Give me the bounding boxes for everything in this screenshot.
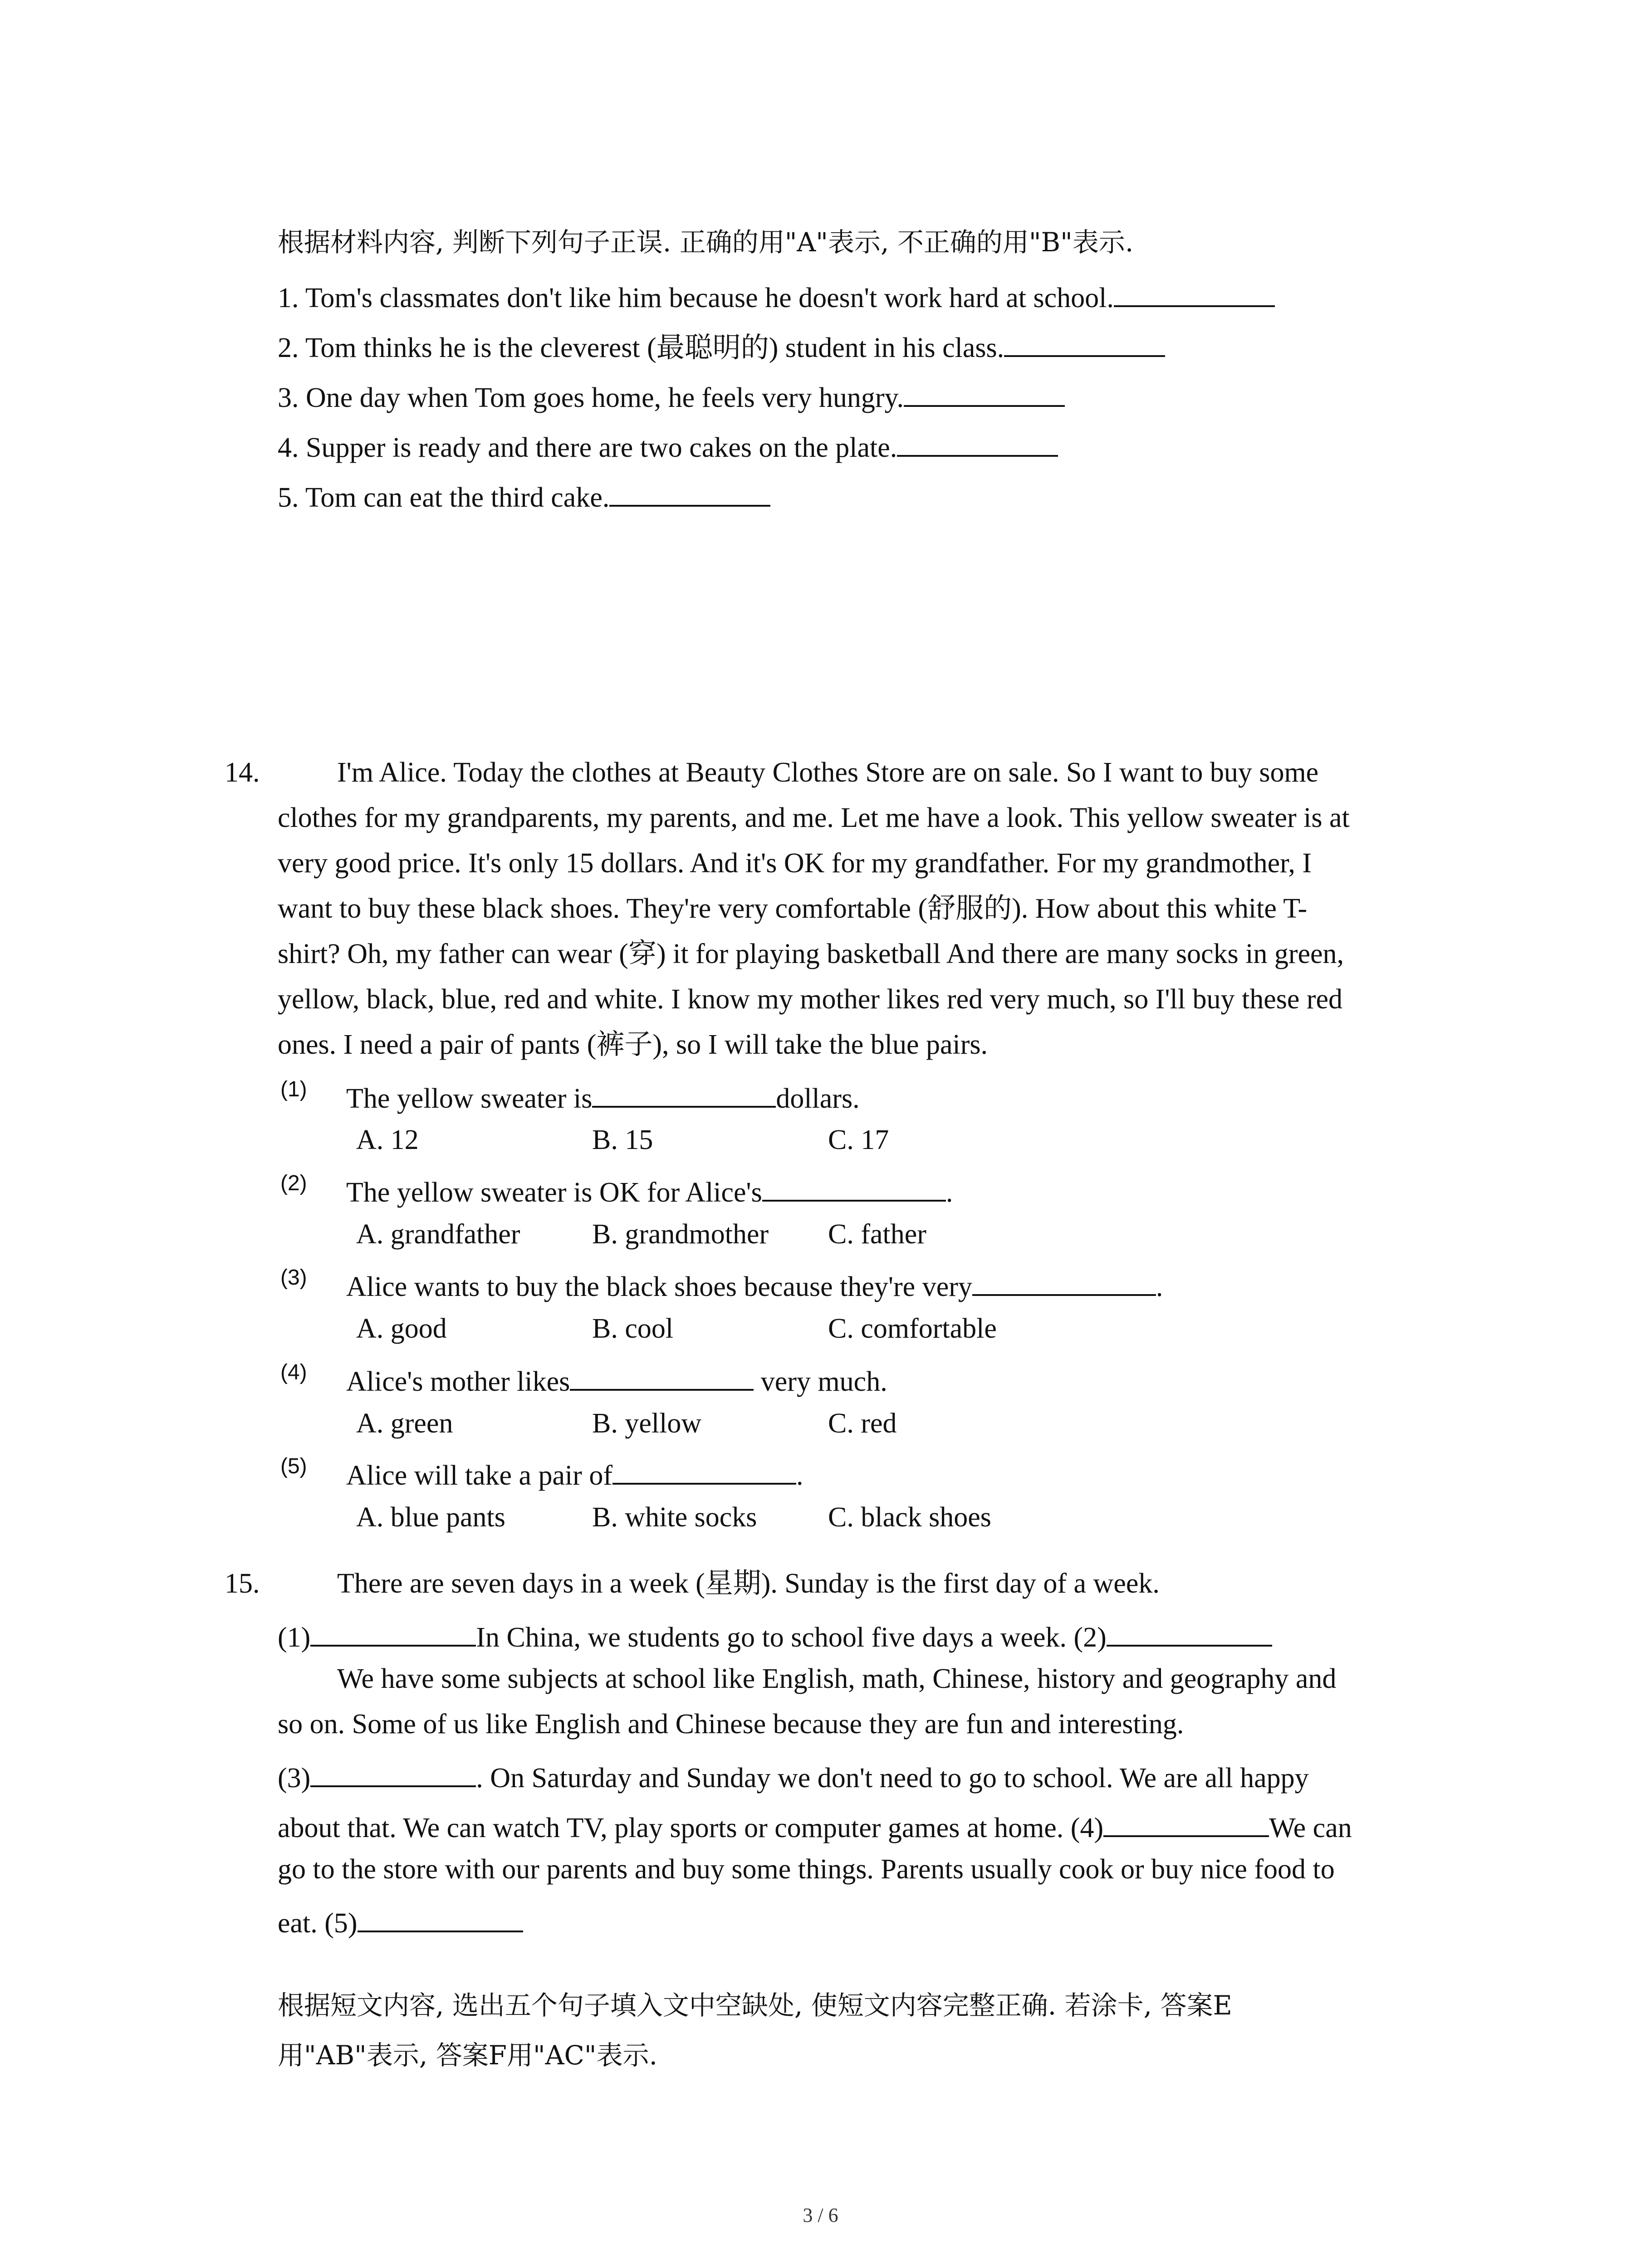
passage-line: I'm Alice. Today the clothes at Beauty Clothes Store are on sale. So I want to buy some <box>337 757 1319 788</box>
statement-2 <box>278 330 1165 362</box>
statement-3 <box>278 380 1065 412</box>
option-a[interactable]: A. blue pants <box>356 1502 505 1533</box>
answer-blank-4[interactable] <box>1103 1810 1269 1837</box>
passage-line: want to buy these black shoes. They're very comfortable (舒服的). How about this white T- <box>278 893 1308 924</box>
statement-text: 4. Supper is ready and there are two cakes on the plate. <box>278 432 897 463</box>
subquestion-text: The yellow sweater is <box>346 1083 593 1114</box>
subquestion-text: Alice wants to buy the black shoes because they're very <box>346 1271 972 1302</box>
statement-text: 1. Tom's classmates don't like him because he doesn't work hard at school. <box>278 283 1114 313</box>
option-b[interactable]: B. white socks <box>592 1502 757 1533</box>
blank-label: (3) <box>278 1763 311 1794</box>
subquestion-text: Alice will take a pair of <box>346 1460 613 1491</box>
subquestion-text: The yellow sweater is OK for Alice's <box>346 1177 762 1208</box>
answer-blank-1[interactable] <box>310 1619 476 1647</box>
option-b[interactable]: B. yellow <box>592 1408 702 1439</box>
passage-text: We can <box>1269 1813 1352 1843</box>
answer-blank-2[interactable] <box>1107 1619 1272 1647</box>
passage-text: . On Saturday and Sunday we don't need to go to school. We are all happy <box>476 1763 1309 1794</box>
option-c[interactable]: C. 17 <box>828 1124 889 1155</box>
answer-blank[interactable] <box>609 479 770 507</box>
subquestion-3 <box>346 1269 1163 1301</box>
question-number-15: 15. <box>225 1568 260 1599</box>
answer-blank[interactable] <box>972 1269 1156 1296</box>
statement-text: 5. Tom can eat the third cake. <box>278 482 610 513</box>
subquestion-tail: dollars. <box>776 1083 860 1114</box>
statement-5 <box>278 479 770 512</box>
page-number: 3 / 6 <box>803 2204 838 2226</box>
passage-line: very good price. It's only 15 dollars. And it's OK for my grandfather. For my grandmother, I <box>278 848 1312 879</box>
passage-line: ones. I need a pair of pants (裤子), so I will take the blue pairs. <box>278 1029 988 1060</box>
option-c[interactable]: C. black shoes <box>828 1502 991 1533</box>
subquestion-tail: very much. <box>754 1366 887 1397</box>
statement-4 <box>278 430 1058 462</box>
option-c[interactable]: C. red <box>828 1408 897 1439</box>
answer-blank[interactable] <box>570 1364 754 1391</box>
statement-text: 2. Tom thinks he is the cleverest (最聪明的) student in his class. <box>278 332 1004 363</box>
question-number-14: 14. <box>225 757 260 788</box>
answer-blank[interactable] <box>904 380 1065 407</box>
answer-blank[interactable] <box>592 1080 776 1108</box>
subquestion-tail: . <box>796 1460 803 1491</box>
passage-line: There are seven days in a week (星期). Sunday is the first day of a week. <box>337 1568 1160 1599</box>
answer-blank[interactable] <box>612 1457 796 1485</box>
passage-text: In China, we students go to school five days a week. (2) <box>476 1622 1107 1653</box>
section13-instruction: 根据材料内容, 判断下列句子正误. 正确的用"A"表示, 不正确的用"B"表示. <box>278 227 1134 258</box>
answer-blank-5[interactable] <box>358 1905 523 1932</box>
subquestion-4 <box>346 1364 887 1396</box>
q15-instruction-line2: 用"AB"表示, 答案F用"AC"表示. <box>278 2040 658 2071</box>
q15-instruction-line1: 根据短文内容, 选出五个句子填入文中空缺处, 使短文内容完整正确. 若涂卡, 答案E <box>278 1990 1232 2021</box>
option-b[interactable]: B. cool <box>592 1313 674 1344</box>
subquestion-tail: . <box>945 1177 953 1208</box>
option-c[interactable]: C. comfortable <box>828 1313 997 1344</box>
subquestion-text: Alice's mother likes <box>346 1366 570 1397</box>
passage-text: about that. We can watch TV, play sports or computer games at home. (4) <box>278 1813 1104 1843</box>
subquestion-number: (2) <box>280 1171 307 1195</box>
passage-line: clothes for my grandparents, my parents, and me. Let me have a look. This yellow sweater is at <box>278 802 1350 833</box>
blank-label: (1) <box>278 1622 311 1653</box>
option-b[interactable]: B. grandmother <box>592 1219 769 1250</box>
passage-line: so on. Some of us like English and Chinese because they are fun and interesting. <box>278 1709 1184 1740</box>
subquestion-number: (5) <box>280 1454 307 1478</box>
option-a[interactable]: A. 12 <box>356 1124 419 1155</box>
subquestion-tail: . <box>1156 1271 1163 1302</box>
answer-blank[interactable] <box>1114 280 1275 307</box>
passage-line: yellow, black, blue, red and white. I know my mother likes red very much, so I'll buy these red <box>278 984 1343 1015</box>
option-c[interactable]: C. father <box>828 1219 926 1250</box>
answer-blank[interactable] <box>762 1174 946 1202</box>
subquestion-5 <box>346 1457 803 1490</box>
subquestion-number: (1) <box>280 1077 307 1101</box>
passage-line: shirt? Oh, my father can wear (穿) it for playing basketball And there are many socks in green, <box>278 938 1344 969</box>
option-b[interactable]: B. 15 <box>592 1124 653 1155</box>
passage-line: We have some subjects at school like English, math, Chinese, history and geography and <box>337 1663 1337 1694</box>
option-a[interactable]: A. grandfather <box>356 1219 520 1250</box>
passage-line-with-blanks <box>278 1810 1352 1842</box>
statement-text: 3. One day when Tom goes home, he feels very hungry. <box>278 382 904 413</box>
passage-line-with-blanks <box>278 1905 523 1937</box>
passage-line: go to the store with our parents and buy some things. Parents usually cook or buy nice food to <box>278 1854 1335 1885</box>
answer-blank[interactable] <box>1004 330 1165 357</box>
answer-blank[interactable] <box>897 430 1058 457</box>
statement-1 <box>278 280 1275 312</box>
answer-blank-3[interactable] <box>310 1760 476 1787</box>
subquestion-number: (3) <box>280 1266 307 1290</box>
passage-line-with-blanks <box>278 1760 1309 1792</box>
subquestion-number: (4) <box>280 1360 307 1384</box>
passage-text: eat. (5) <box>278 1908 358 1939</box>
subquestion-1 <box>346 1080 860 1113</box>
passage-line-with-blanks <box>278 1619 1272 1652</box>
option-a[interactable]: A. green <box>356 1408 453 1439</box>
option-a[interactable]: A. good <box>356 1313 447 1344</box>
subquestion-2 <box>346 1174 953 1207</box>
